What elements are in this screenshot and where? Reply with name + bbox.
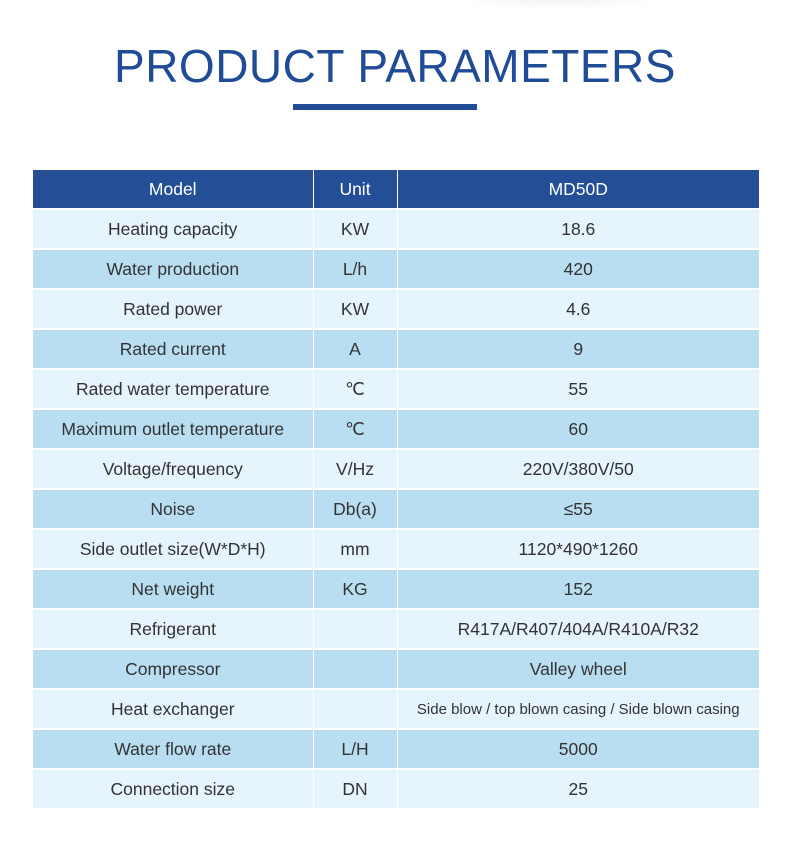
param-unit: L/H <box>313 729 397 769</box>
param-unit: mm <box>313 529 397 569</box>
table-row <box>33 769 759 809</box>
param-value: ≤55 <box>397 489 759 529</box>
param-value: 18.6 <box>397 209 759 249</box>
param-value: 220V/380V/50 <box>397 449 759 489</box>
param-name: Water production <box>33 249 313 289</box>
param-name: Rated current <box>33 329 313 369</box>
table-header-row <box>33 170 759 209</box>
param-name: Heat exchanger <box>33 689 313 729</box>
parameters-table <box>33 170 759 810</box>
table-row <box>33 649 759 689</box>
param-name: Net weight <box>33 569 313 609</box>
param-name: Side outlet size(W*D*H) <box>33 529 313 569</box>
table-row <box>33 329 759 369</box>
table-row <box>33 209 759 249</box>
table-row <box>33 409 759 449</box>
param-unit: ℃ <box>313 369 397 409</box>
param-name: Heating capacity <box>33 209 313 249</box>
param-unit: L/h <box>313 249 397 289</box>
table-row <box>33 449 759 489</box>
param-value: 60 <box>397 409 759 449</box>
table-row <box>33 729 759 769</box>
param-unit <box>313 649 397 689</box>
param-value: 152 <box>397 569 759 609</box>
header-unit: Unit <box>313 170 397 209</box>
param-value: 9 <box>397 329 759 369</box>
param-name: Refrigerant <box>33 609 313 649</box>
param-name: Connection size <box>33 769 313 809</box>
param-value: 420 <box>397 249 759 289</box>
param-value: 55 <box>397 369 759 409</box>
param-unit: KG <box>313 569 397 609</box>
param-value: 25 <box>397 769 759 809</box>
param-value: R417A/R407/404A/R410A/R32 <box>397 609 759 649</box>
table-row <box>33 489 759 529</box>
param-value: Valley wheel <box>397 649 759 689</box>
param-name: Rated water temperature <box>33 369 313 409</box>
param-name: Compressor <box>33 649 313 689</box>
header-model-value: MD50D <box>397 170 759 209</box>
param-unit: V/Hz <box>313 449 397 489</box>
table-row <box>33 529 759 569</box>
param-unit: A <box>313 329 397 369</box>
param-unit: Db(a) <box>313 489 397 529</box>
param-name: Maximum outlet temperature <box>33 409 313 449</box>
header-model: Model <box>33 170 313 209</box>
param-value: Side blow / top blown casing / Side blown casing <box>397 689 759 729</box>
param-value: 5000 <box>397 729 759 769</box>
decorative-shadow <box>430 0 690 10</box>
param-unit: DN <box>313 769 397 809</box>
table-row <box>33 569 759 609</box>
param-value: 1120*490*1260 <box>397 529 759 569</box>
param-name: Noise <box>33 489 313 529</box>
title-underline <box>293 104 477 110</box>
param-unit <box>313 609 397 649</box>
param-unit: KW <box>313 289 397 329</box>
param-name: Voltage/frequency <box>33 449 313 489</box>
page-title: PRODUCT PARAMETERS <box>114 40 676 92</box>
param-unit <box>313 689 397 729</box>
param-unit: ℃ <box>313 409 397 449</box>
param-name: Rated power <box>33 289 313 329</box>
param-value: 4.6 <box>397 289 759 329</box>
table-row <box>33 689 759 729</box>
param-unit: KW <box>313 209 397 249</box>
param-name: Water flow rate <box>33 729 313 769</box>
table-row <box>33 369 759 409</box>
table-row <box>33 609 759 649</box>
table-row <box>33 289 759 329</box>
table-row <box>33 249 759 289</box>
